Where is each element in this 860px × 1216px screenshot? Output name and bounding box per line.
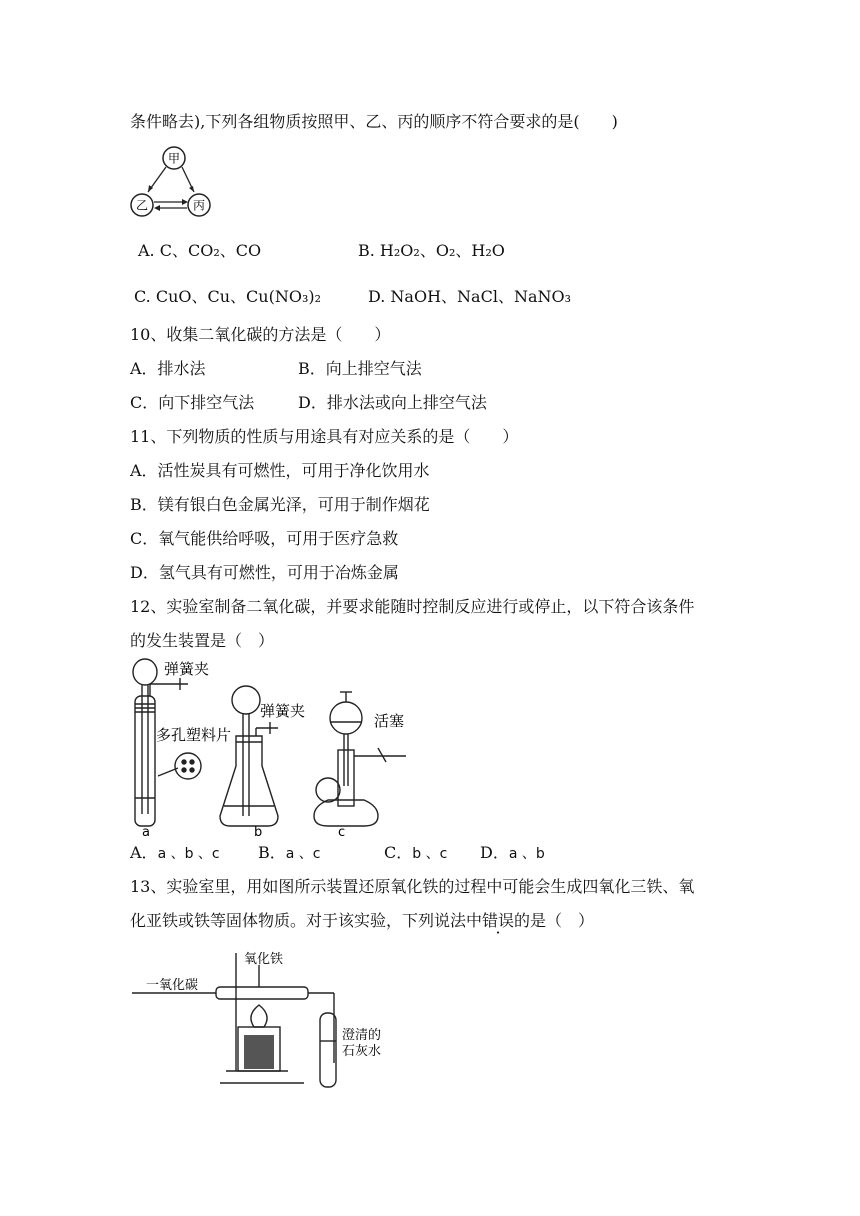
caption-c: c (338, 825, 346, 838)
label-porous-plate: 多孔塑料片 (156, 726, 232, 744)
q10-stem: 10、收集二氧化碳的方法是（ ） (130, 325, 391, 344)
q10-option-a: A．排水法 (130, 359, 206, 378)
label-spring-clip-b: 弹簧夹 (260, 702, 306, 720)
q13-emphasis-word: 错误 (482, 911, 515, 930)
q12-option-d-prefix: D． (480, 843, 509, 862)
label-limewater-2: 石灰水 (342, 1044, 382, 1059)
q9-option-a: A. C、CO₂、CO (138, 241, 262, 260)
q12-option-a (130, 842, 220, 865)
caption-b: b (254, 825, 263, 838)
q12-stem-line1: 12、实验室制备二氧化碳，并要求能随时控制反应进行或停止，以下符合该条件 (130, 597, 695, 616)
q13-stem-line2-pre: 化亚铁或铁等固体物质。对于该实验，下列说法中 (130, 911, 483, 930)
label-carbon-monoxide: 一氧化碳 (146, 978, 199, 993)
q11-stem: 11、下列物质的性质与用途具有对应关系的是（ ） (130, 427, 519, 446)
q11-option-d: D．氢气具有可燃性，可用于冶炼金属 (130, 563, 399, 582)
q9-option-c: C. CuO、Cu、Cu(NO₃)₂ (134, 287, 322, 306)
q9-stem-tail: 条件略去),下列各组物质按照甲、乙、丙的顺序不符合要求的是( ) (130, 112, 618, 131)
q12-option-b (258, 842, 321, 865)
q12-stem-line2: 的发生装置是（ ） (130, 631, 275, 650)
q13-stem-line2 (130, 910, 594, 932)
q13-apparatus-figure (128, 945, 398, 1095)
q13-stem-line2-post: 的是（ ） (514, 911, 595, 930)
q12-option-d (480, 842, 545, 865)
label-valve: 活塞 (374, 712, 405, 730)
q11-option-b: B．镁有银白色金属光泽，可用于制作烟花 (130, 495, 430, 514)
q12-option-a-value: a 、b 、c (157, 846, 220, 862)
q12-apparatus-figure (128, 656, 418, 838)
label-spring-clip-a: 弹簧夹 (164, 660, 210, 678)
caption-a: a (142, 825, 150, 838)
q12-option-d-value: a 、b (508, 846, 545, 862)
q12-option-b-value: a 、c (285, 846, 321, 862)
q12-option-a-prefix: A． (130, 843, 158, 862)
q11-option-a: A．活性炭具有可燃性，可用于净化饮用水 (130, 461, 430, 480)
diagram-node-yi: 乙 (135, 198, 149, 213)
diagram-node-jia: 甲 (167, 151, 181, 166)
q9-relation-diagram (128, 145, 218, 220)
q9-option-d: D. NaOH、NaCl、NaNO₃ (368, 287, 572, 306)
q13-stem-line1: 13、实验室里，用如图所示装置还原氧化铁的过程中可能会生成四氧化三铁、氧 (130, 877, 695, 896)
q12-option-c (384, 842, 447, 865)
q11-option-c: C．氧气能供给呼吸，可用于医疗急救 (130, 529, 399, 548)
q10-option-b: B．向上排空气法 (298, 359, 422, 378)
q12-option-c-prefix: C． (384, 843, 413, 862)
q12-option-c-value: b 、c (412, 846, 448, 862)
q9-option-b: B. H₂O₂、O₂、H₂O (358, 241, 505, 260)
diagram-node-bing: 丙 (192, 198, 206, 213)
q12-option-b-prefix: B． (258, 843, 286, 862)
label-limewater-1: 澄清的 (342, 1028, 382, 1043)
q10-option-c: C．向下排空气法 (130, 393, 255, 412)
q10-option-d: D．排水法或向上排空气法 (298, 393, 487, 412)
label-iron-oxide: 氧化铁 (244, 952, 284, 967)
